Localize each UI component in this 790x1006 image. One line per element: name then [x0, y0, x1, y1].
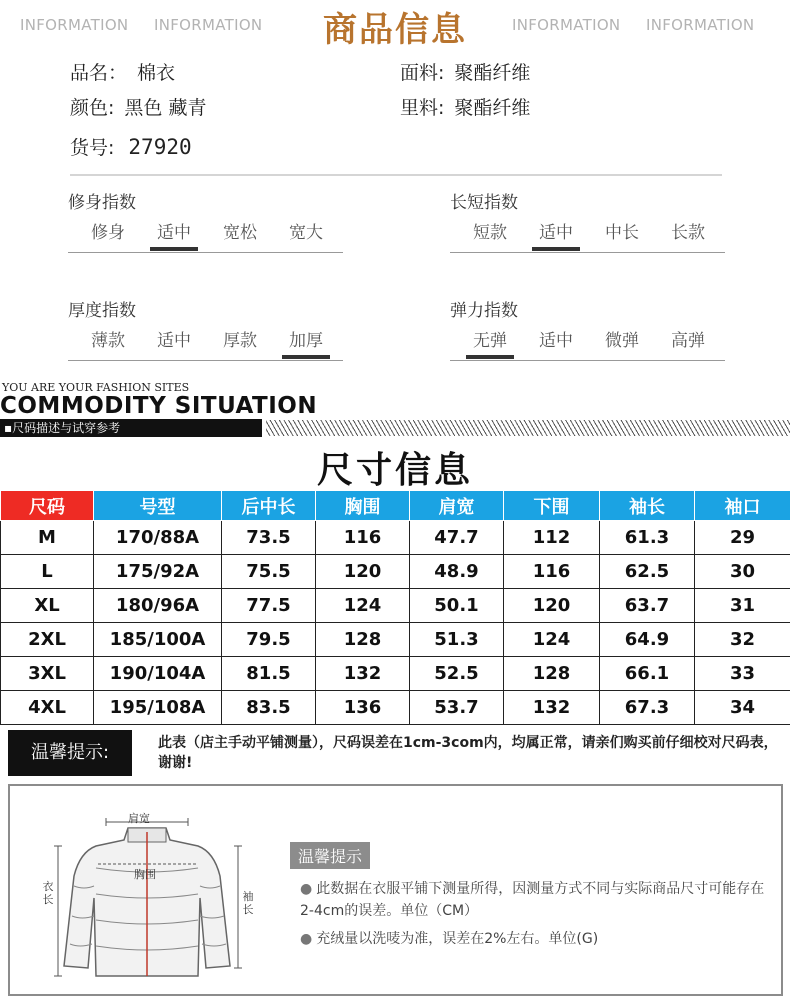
- sleeve-label: 袖长: [242, 890, 254, 916]
- product-fabric-label: 面料:: [400, 62, 445, 84]
- diagram-tip-heading: 温馨提示: [290, 842, 370, 869]
- bullet-icon: ●: [300, 931, 313, 947]
- table-cell: M: [1, 521, 94, 555]
- table-cell: 136: [316, 691, 410, 725]
- table-cell: 2XL: [1, 623, 94, 657]
- index-option: 长款: [671, 223, 705, 243]
- index-option: 微弹: [605, 331, 639, 351]
- product-lining-label: 里料:: [400, 97, 445, 119]
- column-header: 下围: [504, 491, 600, 521]
- table-cell: 128: [316, 623, 410, 657]
- index-option: 中长: [605, 223, 639, 243]
- section-heading: COMMODITY SITUATION: [0, 393, 318, 419]
- index-baseline: [450, 252, 725, 253]
- header-info-text: INFORMATION: [20, 16, 129, 34]
- index-option: 薄款: [91, 331, 125, 351]
- index-baseline: [68, 360, 343, 361]
- index-selected-marker: [466, 355, 514, 359]
- column-header: 后中长: [222, 491, 316, 521]
- product-name-label: 品名：: [70, 62, 128, 84]
- index-baseline: [450, 360, 725, 361]
- table-cell: 33: [695, 657, 790, 691]
- table-row: [1, 623, 790, 657]
- index-selected-marker: [150, 247, 198, 251]
- table-cell: 63.7: [600, 589, 695, 623]
- column-header: 号型: [94, 491, 222, 521]
- index-option: 修身: [91, 223, 125, 243]
- table-cell: 51.3: [410, 623, 504, 657]
- index-option: 加厚: [289, 331, 323, 351]
- chest-label: 胸围: [134, 868, 156, 881]
- warm-tips-label: 温馨提示:: [8, 730, 132, 776]
- table-cell: 79.5: [222, 623, 316, 657]
- index-elasticity: [450, 296, 725, 370]
- product-color-row: [70, 93, 206, 120]
- table-cell: 67.3: [600, 691, 695, 725]
- table-cell: 124: [504, 623, 600, 657]
- table-cell: 64.9: [600, 623, 695, 657]
- table-cell: 116: [316, 521, 410, 555]
- table-cell: 185/100A: [94, 623, 222, 657]
- product-fabric-row: [400, 58, 530, 85]
- index-option: 短款: [473, 223, 507, 243]
- header-info-text: INFORMATION: [154, 16, 263, 34]
- column-header: 胸围: [316, 491, 410, 521]
- table-cell: L: [1, 555, 94, 589]
- index-title: 长短指数: [450, 193, 518, 213]
- table-cell: 170/88A: [94, 521, 222, 555]
- table-cell: 47.7: [410, 521, 504, 555]
- index-title: 修身指数: [68, 193, 136, 213]
- index-option: 适中: [157, 331, 191, 351]
- table-cell: 30: [695, 555, 790, 589]
- index-option: 适中: [539, 331, 573, 351]
- table-cell: 83.5: [222, 691, 316, 725]
- table-cell: 124: [316, 589, 410, 623]
- table-row: [1, 555, 790, 589]
- table-cell: 116: [504, 555, 600, 589]
- table-cell: 53.7: [410, 691, 504, 725]
- jacket-diagram-icon: [48, 806, 248, 986]
- warm-tips-bar: [8, 730, 783, 776]
- bullet-icon: ●: [300, 881, 313, 897]
- table-cell: 73.5: [222, 521, 316, 555]
- column-header: 肩宽: [410, 491, 504, 521]
- section-subtitle: ▪尺码描述与试穿参考: [0, 419, 262, 437]
- product-lining-value: 聚酯纤维: [454, 97, 531, 119]
- slogan-text: YOU ARE YOUR FASHION SITES: [2, 381, 190, 394]
- table-cell: 112: [504, 521, 600, 555]
- page-header: [0, 0, 790, 48]
- product-name-row: [70, 58, 175, 85]
- page-title: 商品信息: [323, 10, 467, 50]
- table-cell: 62.5: [600, 555, 695, 589]
- table-cell: XL: [1, 589, 94, 623]
- diagram-note: [300, 928, 770, 950]
- product-name-value: 棉衣: [137, 62, 176, 84]
- table-cell: 120: [504, 589, 600, 623]
- index-length: [450, 188, 725, 262]
- column-header: 尺码: [1, 491, 94, 521]
- table-cell: 75.5: [222, 555, 316, 589]
- size-table-title: 尺寸信息: [316, 450, 473, 491]
- table-cell: 81.5: [222, 657, 316, 691]
- table-cell: 3XL: [1, 657, 94, 691]
- table-cell: 48.9: [410, 555, 504, 589]
- product-color-value: 黑色 藏青: [124, 97, 207, 119]
- table-cell: 190/104A: [94, 657, 222, 691]
- table-cell: 61.3: [600, 521, 695, 555]
- table-header-row: [1, 491, 790, 521]
- table-cell: 4XL: [1, 691, 94, 725]
- table-row: [1, 691, 790, 725]
- index-title: 弹力指数: [450, 301, 518, 321]
- product-lining-row: [400, 93, 530, 120]
- table-cell: 180/96A: [94, 589, 222, 623]
- table-cell: 128: [504, 657, 600, 691]
- table-cell: 34: [695, 691, 790, 725]
- table-cell: 132: [504, 691, 600, 725]
- index-title: 厚度指数: [68, 301, 136, 321]
- table-cell: 32: [695, 623, 790, 657]
- header-info-text: INFORMATION: [512, 16, 621, 34]
- note-text: 充绒量以洗唛为准，误差在2%左右。单位(G): [316, 931, 599, 947]
- size-table: [0, 490, 790, 725]
- index-option: 宽大: [289, 223, 323, 243]
- table-cell: 175/92A: [94, 555, 222, 589]
- hatch-decoration: [266, 420, 790, 436]
- index-option: 高弹: [671, 331, 705, 351]
- product-sku-value: 27920: [128, 135, 192, 159]
- warm-tips-text: 此表（店主手动平铺测量），尺码误差在1cm-3com内，均属正常，请亲们购买前仔细校对尺码表，谢谢!: [158, 735, 778, 771]
- index-option: 厚款: [223, 331, 257, 351]
- index-baseline: [68, 252, 343, 253]
- table-row: [1, 589, 790, 623]
- measurement-diagram-box: [8, 784, 783, 996]
- note-text: 此数据在衣服平铺下测量所得，因测量方式不同与实际商品尺寸可能存在2-4cm的误差。单位（CM）: [300, 881, 765, 919]
- index-fit: [68, 188, 343, 262]
- index-selected-marker: [282, 355, 330, 359]
- divider: [70, 174, 722, 176]
- table-row: [1, 521, 790, 555]
- index-selected-marker: [532, 247, 580, 251]
- index-option: 宽松: [223, 223, 257, 243]
- column-header: 袖长: [600, 491, 695, 521]
- table-cell: 195/108A: [94, 691, 222, 725]
- length-label: 衣长: [42, 880, 54, 906]
- index-option: 无弹: [473, 331, 507, 351]
- index-option: 适中: [157, 223, 191, 243]
- index-option: 适中: [539, 223, 573, 243]
- header-info-text: INFORMATION: [646, 16, 755, 34]
- table-cell: 77.5: [222, 589, 316, 623]
- product-fabric-value: 聚酯纤维: [454, 62, 531, 84]
- table-cell: 31: [695, 589, 790, 623]
- table-cell: 50.1: [410, 589, 504, 623]
- product-color-label: 颜色:: [70, 97, 115, 119]
- product-sku-label: 货号:: [70, 137, 115, 159]
- product-sku-row: [70, 133, 192, 160]
- table-row: [1, 657, 790, 691]
- table-cell: 120: [316, 555, 410, 589]
- table-cell: 66.1: [600, 657, 695, 691]
- index-thickness: [68, 296, 343, 370]
- table-cell: 132: [316, 657, 410, 691]
- table-cell: 29: [695, 521, 790, 555]
- column-header: 袖口: [695, 491, 790, 521]
- table-cell: 52.5: [410, 657, 504, 691]
- diagram-note: [300, 878, 770, 922]
- shoulder-label: 肩宽: [128, 812, 150, 825]
